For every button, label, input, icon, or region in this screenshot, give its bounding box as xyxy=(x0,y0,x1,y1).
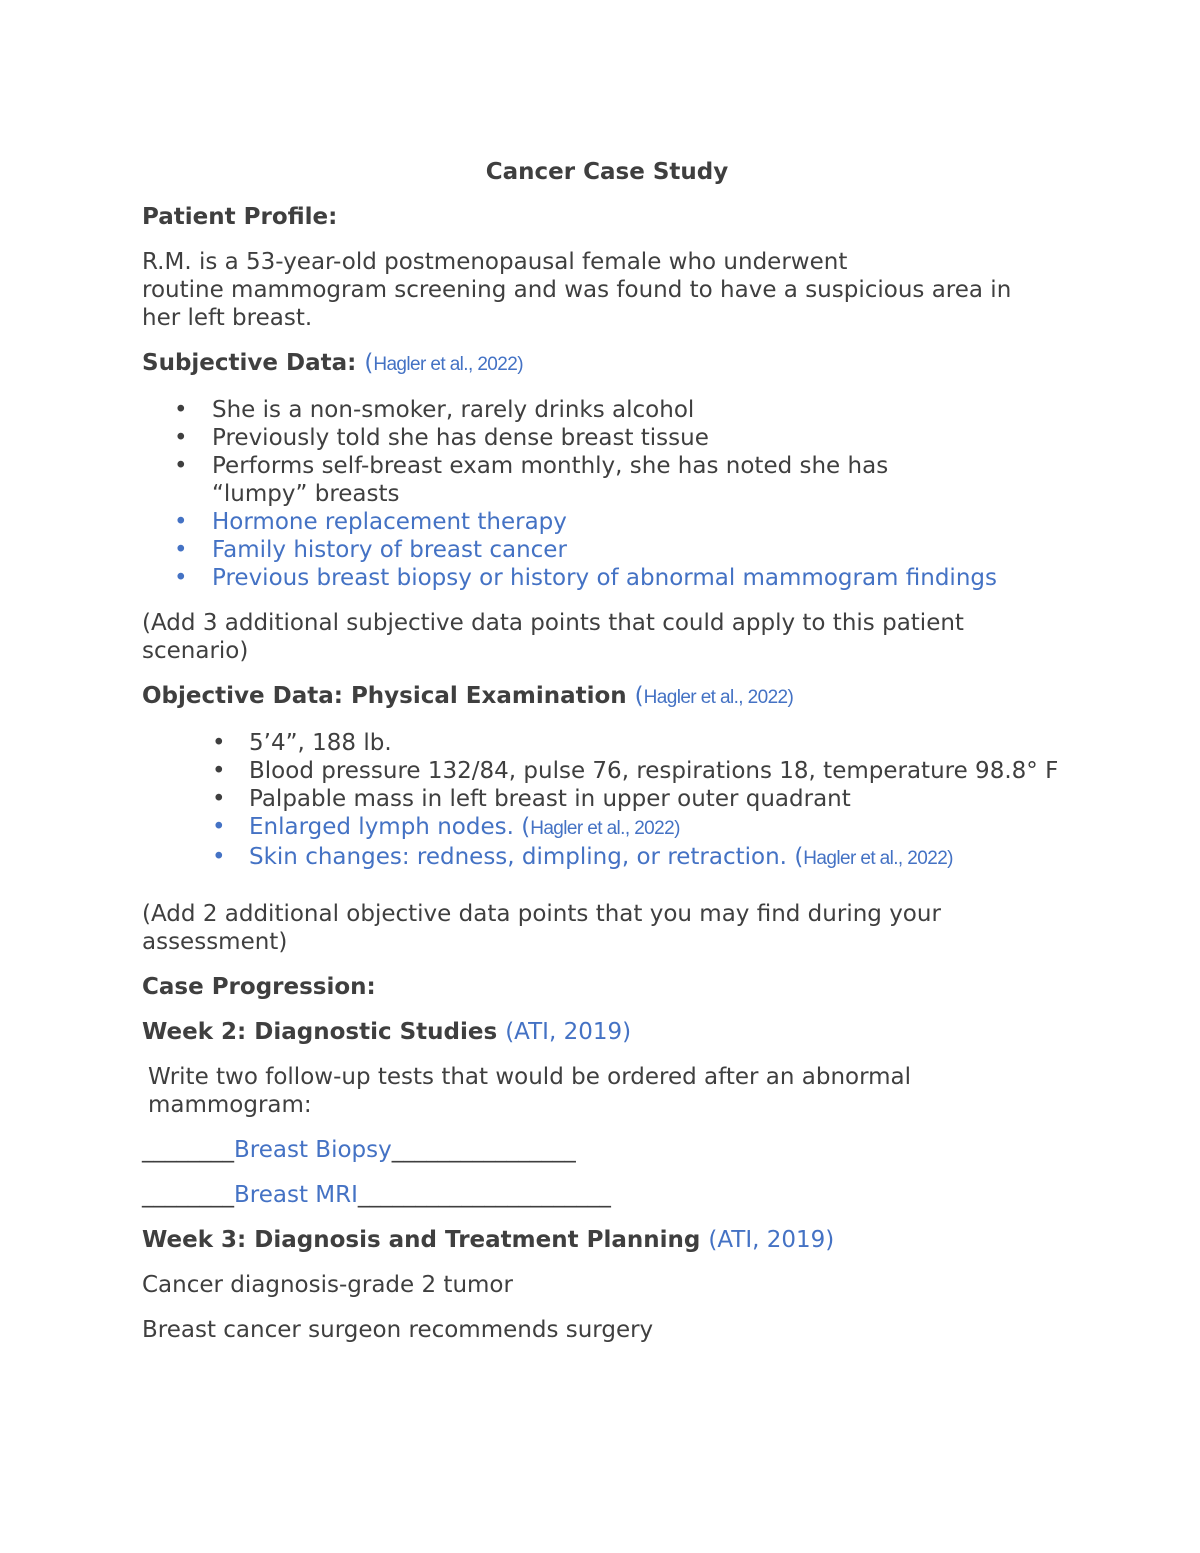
answer-citation: Hagler et al., 2022 xyxy=(530,818,675,839)
subjective-data-heading xyxy=(142,349,1072,379)
subjective-instruction: (Add 3 additional subjective data points that could apply to this patient scenario) xyxy=(142,610,964,664)
answer-blank-left: ________ xyxy=(142,1182,234,1208)
week-2-prompt: Write two follow-up tests that would be ordered after an abnormal mammogram: xyxy=(148,1064,912,1118)
week-3-citation: (ATI, 2019) xyxy=(708,1227,835,1253)
answer-text: Skin changes: redness, dimpling, or retraction. xyxy=(249,844,787,870)
answer-blank-right: ________________ xyxy=(391,1137,576,1163)
answer-list-item: • Hormone replacement therapy xyxy=(142,508,1072,536)
case-progression-heading: Case Progression: xyxy=(142,974,376,1000)
answer-text: Breast MRI xyxy=(234,1182,358,1208)
citation-open: ( xyxy=(521,814,531,840)
citation-open: ( xyxy=(794,844,804,870)
answer-list-item: • Family history of breast cancer xyxy=(142,536,1072,564)
week-3-diagnosis: Cancer diagnosis-grade 2 tumor xyxy=(142,1272,513,1298)
list-item: • Performs self-breast exam monthly, she has noted she has “lumpy” breasts xyxy=(142,452,912,508)
objective-heading-label: Objective Data: Physical Examination xyxy=(142,683,627,709)
follow-up-test-answer xyxy=(142,1136,1072,1164)
objective-citation-open: ( xyxy=(634,683,644,709)
list-item: • Palpable mass in left breast in upper outer quadrant xyxy=(142,785,1072,813)
answer-list-item: • Previous breast biopsy or history of abnormal mammogram findings xyxy=(142,564,1072,592)
answer-text: Breast Biopsy xyxy=(234,1137,392,1163)
answer-list-item xyxy=(142,813,1072,843)
subjective-citation: Hagler et al., 2022 xyxy=(373,354,518,375)
citation-close: ) xyxy=(947,848,953,869)
week-3-recommendation: Breast cancer surgeon recommends surgery xyxy=(142,1317,654,1343)
answer-blank-left: ________ xyxy=(142,1137,234,1163)
objective-citation-close: ) xyxy=(787,687,794,708)
list-item: • She is a non-smoker, rarely drinks alcohol xyxy=(142,396,1072,424)
answer-citation: Hagler et al., 2022 xyxy=(803,848,948,869)
patient-profile-heading: Patient Profile: xyxy=(142,204,338,230)
objective-data-heading xyxy=(142,682,1072,712)
week-2-citation: (ATI, 2019) xyxy=(505,1019,632,1045)
follow-up-test-answer xyxy=(142,1181,1072,1209)
week-3-heading xyxy=(142,1226,1072,1254)
objective-citation: Hagler et al., 2022 xyxy=(643,687,788,708)
list-item: • 5’4”, 188 lb. xyxy=(142,729,1072,757)
subjective-citation-close: ) xyxy=(517,354,523,375)
list-item: • Blood pressure 132/84, pulse 76, respirations 18, temperature 98.8° F xyxy=(142,757,1072,785)
subjective-citation-open: ( xyxy=(364,350,374,376)
answer-text: Enlarged lymph nodes. xyxy=(249,814,514,840)
document-title: Cancer Case Study xyxy=(485,159,729,185)
patient-profile-line-2: routine mammogram screening and was found to have a suspicious area in her left breast. xyxy=(142,277,1012,331)
answer-blank-right: ______________________ xyxy=(357,1182,611,1208)
document-body xyxy=(142,158,1072,1361)
objective-data-list xyxy=(142,729,1072,873)
answer-list-item xyxy=(142,843,1072,873)
objective-instruction: (Add 2 additional objective data points that you may find during your assessment) xyxy=(142,901,941,955)
patient-profile-line-1: R.M. is a 53-year-old postmenopausal female who underwent xyxy=(142,249,848,275)
citation-close: ) xyxy=(674,818,680,839)
week-3-heading-label: Week 3: Diagnosis and Treatment Planning xyxy=(142,1227,701,1253)
list-item: • Previously told she has dense breast tissue xyxy=(142,424,1072,452)
week-2-heading-label: Week 2: Diagnostic Studies xyxy=(142,1019,498,1045)
subjective-data-list xyxy=(142,396,1072,592)
subjective-heading-label: Subjective Data: xyxy=(142,350,357,376)
week-2-heading xyxy=(142,1018,1072,1046)
patient-profile-text xyxy=(142,248,1072,332)
